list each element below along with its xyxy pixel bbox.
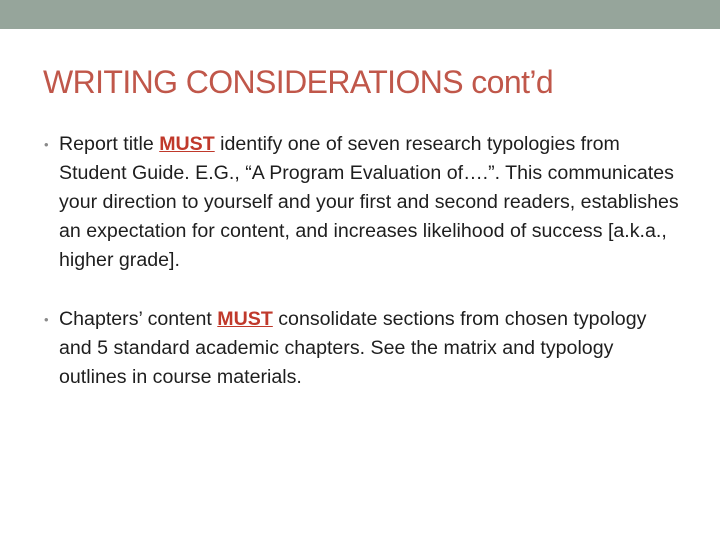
bullet-text-post: identify one of seven research typologies from Student Guide. E.G., “A Program Evaluation of….”. This communicates your direction to yourself and your first and second readers, establishes an expectation for content, and increases likelihood of success [a.k.a., higher grade]. [59, 133, 679, 271]
bullet-item-report-title [44, 130, 684, 275]
bullet-text-pre: Report title [59, 133, 160, 155]
bullet-text-post: consolidate sections from chosen typology and 5 standard academic chapters. See the matrix and typology outlines in course materials. [59, 308, 647, 388]
bullet-list [44, 130, 684, 422]
bullet-marker: • [44, 137, 49, 152]
slide-title: WRITING CONSIDERATIONS cont’d [43, 64, 554, 100]
bullet-item-chapters-content [44, 305, 684, 392]
bullet-emphasis: MUST [217, 308, 273, 330]
bullet-text-pre: Chapters’ content [59, 308, 218, 330]
bullet-emphasis: MUST [159, 133, 215, 155]
top-band [0, 0, 720, 29]
bullet-marker: • [44, 312, 49, 327]
